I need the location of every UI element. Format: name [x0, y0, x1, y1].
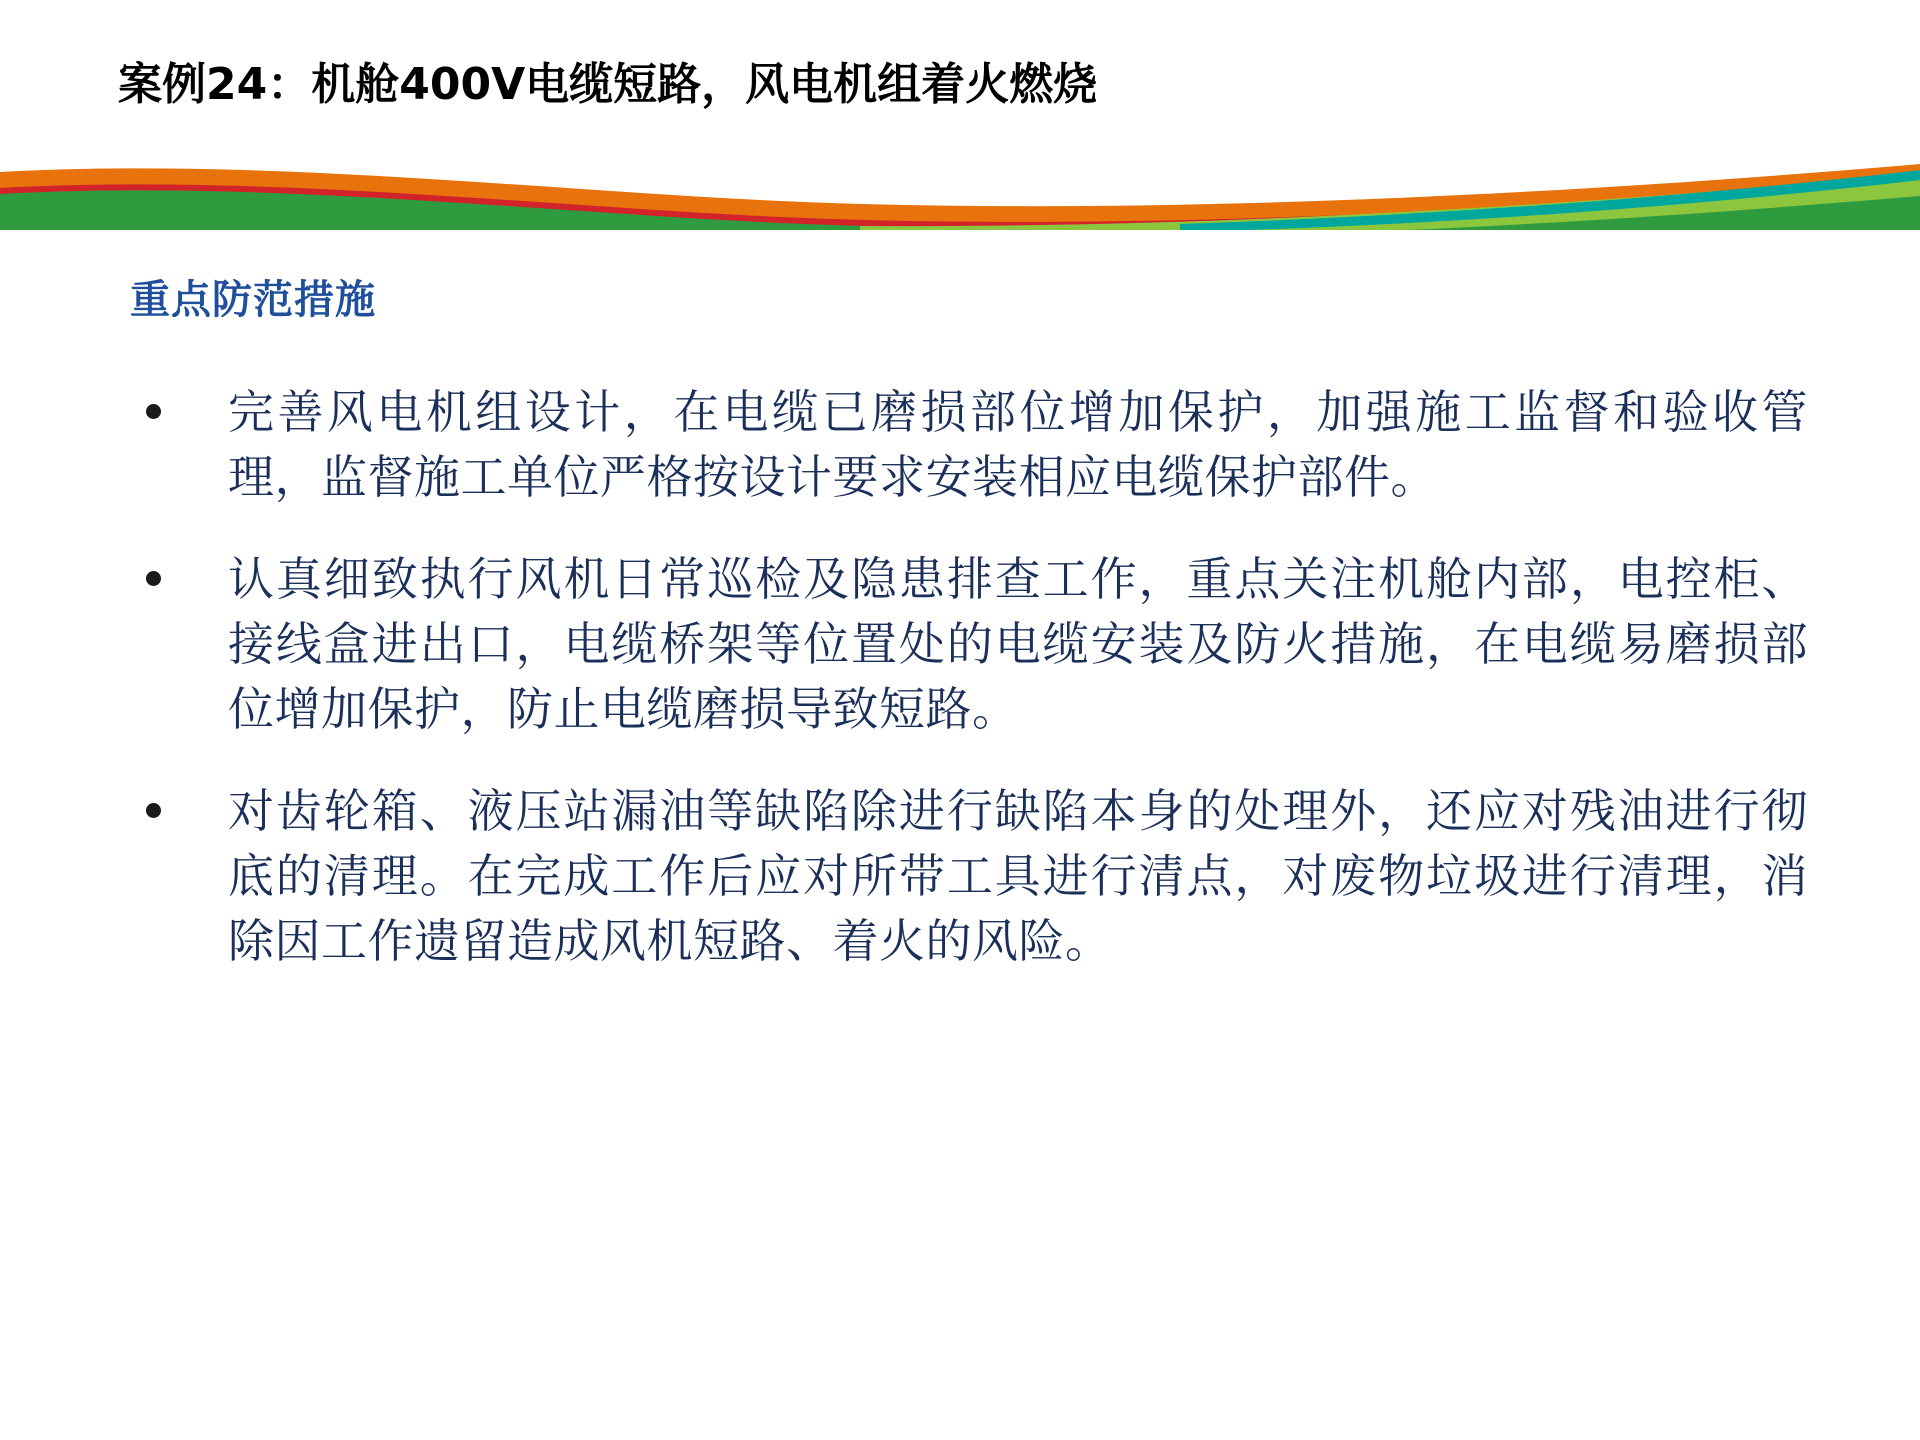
- list-item-text: 对齿轮箱、液压站漏油等缺陷除进行缺陷本身的处理外，还应对残油进行彻底的清理。在完成工作后应对所带工具进行清点，对废物垃圾进行清理，消除因工作遗留造成风机短路、着火的风险。: [228, 785, 1808, 968]
- bullet-dot-icon: [146, 803, 161, 818]
- section-heading: 重点防范措施: [130, 277, 376, 323]
- list-item: [128, 779, 1808, 975]
- bullet-dot-icon: [146, 571, 161, 586]
- list-item-text: 完善风电机组设计，在电缆已磨损部位增加保护，加强施工监督和验收管理，监督施工单位严格按设计要求安装相应电缆保护部件。: [228, 387, 1808, 504]
- swoosh-graphic: [0, 148, 1920, 230]
- bullet-list: [128, 380, 1808, 1011]
- decorative-swoosh-band: [0, 148, 1920, 230]
- page-title: 案例24：机舱400V电缆短路，风电机组着火燃烧: [118, 59, 1098, 110]
- bullet-dot-icon: [146, 404, 161, 419]
- list-item: [128, 380, 1808, 511]
- list-item-text: 认真细致执行风机日常巡检及隐患排查工作，重点关注机舱内部，电控柜、接线盒进出口，电缆桥架等位置处的电缆安装及防火措施，在电缆易磨损部位增加保护，防止电缆磨损导致短路。: [228, 553, 1808, 736]
- list-item: [128, 547, 1808, 743]
